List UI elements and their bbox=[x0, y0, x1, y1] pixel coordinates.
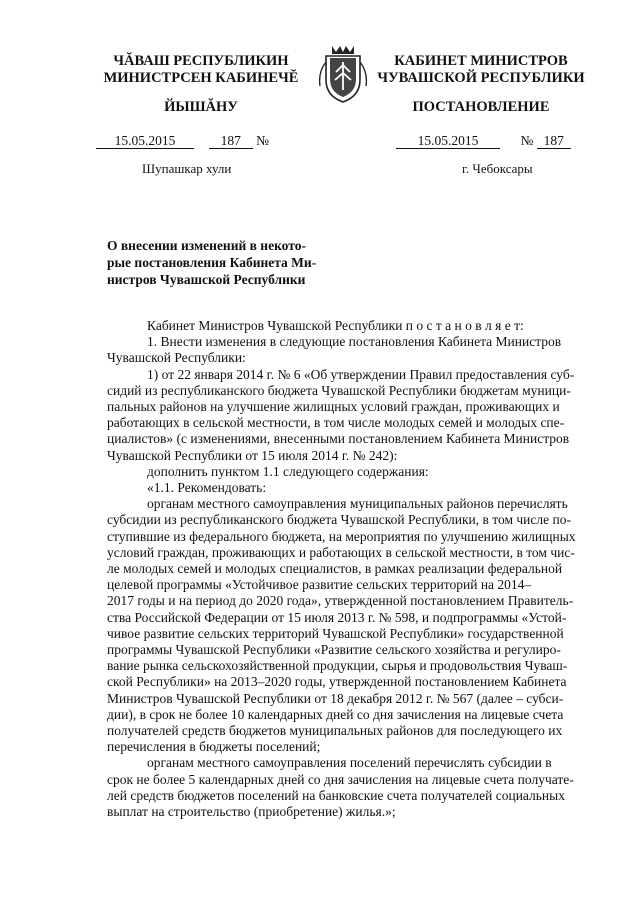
left-number-sign: № bbox=[256, 133, 270, 148]
body-line: циалистов» (с изменениями, внесенными постановлением Кабинета Министров bbox=[107, 431, 570, 447]
body-line: 1) от 22 января 2014 г. № 6 «Об утверждении Правил предоставления суб- bbox=[147, 366, 575, 382]
body-line: органам местного самоуправления муниципальных районов перечислять bbox=[147, 496, 568, 512]
header-right-line1: КАБИНЕТ МИНИСТРОВ bbox=[394, 53, 568, 69]
document-body bbox=[107, 318, 597, 820]
body-line: вание рынка сельскохозяйственной продукции, сырья и продовольствия Чуваш- bbox=[107, 658, 568, 674]
header-right-doctype: ПОСТАНОВЛЕНИЕ bbox=[412, 99, 550, 115]
left-number: 187 bbox=[209, 134, 253, 149]
body-line: Чувашской Республики от 15 июля 2014 г. № 242): bbox=[107, 447, 398, 463]
header-left-line1: ЧĂВАШ РЕСПУБЛИКИН bbox=[113, 53, 289, 69]
body-line: срок не более 5 календарных дней со дня зачисления на лицевые счета получате- bbox=[107, 771, 574, 787]
body-line: Министров Чувашской Республики от 18 декабря 2012 г. № 567 (далее – субси- bbox=[107, 690, 564, 706]
body-line: программы Чувашской Республики «Развитие сельского хозяйства и регулиро- bbox=[107, 642, 561, 658]
body-line: лей средств бюджетов поселений на банковские счета получателей социальных bbox=[107, 787, 565, 803]
left-city: Шупашкар хули bbox=[142, 161, 232, 176]
body-line: 2017 годы и на период до 2020 года», утвержденной постановлением Правитель- bbox=[107, 593, 574, 609]
right-number: 187 bbox=[537, 134, 571, 149]
body-line: перечисления в бюджеты поселений; bbox=[107, 739, 321, 755]
body-line: Кабинет Министров Чувашской Республики п о с т а н о в л я е т: bbox=[147, 318, 524, 333]
body-line: сидий из республиканского бюджета Чувашской Республики бюджетам муници- bbox=[107, 382, 571, 398]
body-line: целевой программы «Устойчивое развитие сельских территорий на 2014– bbox=[107, 577, 532, 593]
body-line: ле молодых семей и молодых специалистов, в рамках реализации федеральной bbox=[107, 561, 563, 577]
body-line: чивое развитие сельских территорий Чувашской Республики» государственной bbox=[107, 625, 564, 641]
body-line: 1. Внести изменения в следующие постановления Кабинета Министров bbox=[147, 334, 562, 350]
body-line: органам местного самоуправления поселений перечислять субсидии в bbox=[147, 755, 552, 771]
right-number-sign: № bbox=[520, 133, 534, 148]
body-line: получателей средств бюджетов муниципальных районов для последующего их bbox=[107, 723, 563, 739]
right-date: 15.05.2015 bbox=[396, 134, 500, 149]
header-left-line2: МИНИСТРСЕН КАБИНЕЧĔ bbox=[103, 70, 299, 86]
right-city: г. Чебоксары bbox=[462, 161, 533, 176]
body-line: пальных районов на улучшение жилищных условий граждан, проживающих и bbox=[107, 399, 560, 415]
body-line: работающих в сельской местности, в том числе молодых семей и молодых спе- bbox=[107, 415, 565, 431]
title-line: нистров Чувашской Республики bbox=[107, 272, 306, 287]
document-title bbox=[107, 237, 329, 288]
body-line: субсидии из республиканского бюджета Чувашской Республики, в том числе по- bbox=[107, 512, 571, 528]
header-left-title bbox=[96, 53, 306, 87]
body-line: дии), в срок не более 10 календарных дней со дня зачисления на лицевые счета bbox=[107, 706, 564, 722]
left-date: 15.05.2015 bbox=[96, 134, 194, 149]
title-line: рые постановления Кабинета Ми- bbox=[107, 255, 317, 270]
header-right-title bbox=[376, 53, 586, 87]
body-line: ской Республики» на 2013–2020 годы, утвержденной постановлением Кабинета bbox=[107, 674, 567, 690]
body-line: «1.1. Рекомендовать: bbox=[147, 480, 267, 496]
title-line: О внесении изменений в некото- bbox=[107, 238, 306, 253]
body-line: выплат на строительство (приобретение) жилья.»; bbox=[107, 804, 396, 820]
header-left-doctype: ЙЫШĂНУ bbox=[164, 99, 238, 115]
header-right-line2: ЧУВАШСКОЙ РЕСПУБЛИКИ bbox=[377, 70, 585, 86]
body-line: ступившие из федерального бюджета, на мероприятия по улучшению жилищных bbox=[107, 528, 576, 544]
body-line: условий граждан, проживающих и работающих в сельской местности, в том чис- bbox=[107, 544, 575, 560]
body-line: ства Российской Федерации от 15 июля 2013 г. № 598, и подпрограммы «Устой- bbox=[107, 609, 567, 625]
left-date-number-row bbox=[96, 133, 269, 149]
chuvash-emblem-icon bbox=[318, 42, 368, 104]
right-date-number-row bbox=[396, 133, 571, 149]
body-line: Чувашской Республики: bbox=[107, 350, 246, 366]
body-line: дополнить пунктом 1.1 следующего содержания: bbox=[147, 463, 429, 479]
